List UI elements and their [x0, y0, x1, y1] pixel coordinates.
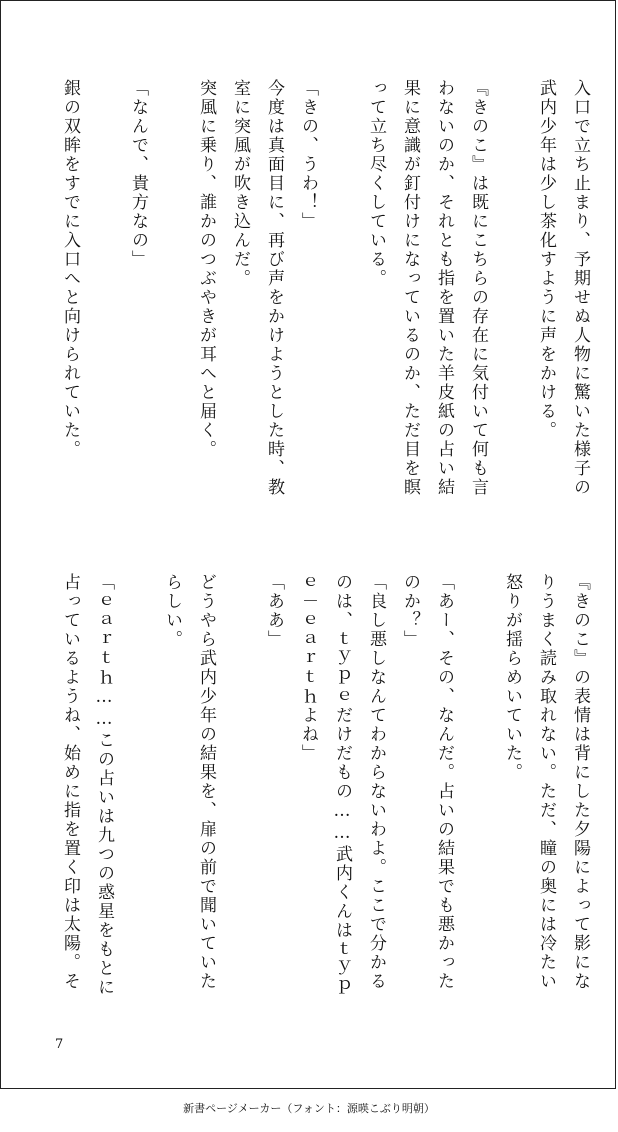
footer-caption: 新書ページメーカー（フォント：源暎こぶり明朝）: [183, 1102, 435, 1115]
text-column: 「ｅａｒｔｈ……この占いは九つの惑星をもとに: [94, 573, 114, 997]
text-column: 「きの、うわ！」: [298, 79, 318, 231]
text-column: りうまく読み取れない。ただ、瞳の奥には冷たい: [536, 573, 556, 991]
text-block-bottom: [37, 573, 597, 1003]
text-column: 武内少年は少し茶化すように声をかける。: [536, 79, 556, 440]
text-column: 果に意識が釘付けになっているのか、ただ目を瞑: [400, 79, 420, 497]
text-column: 突風に乗り、誰かのつぶやきが耳へと届く。: [196, 79, 216, 459]
text-column: 「良し悪しなんてわからないわよ。ここで分かる: [366, 573, 386, 991]
text-column: ｅ－ｅａｒｔｈよね」: [298, 573, 318, 763]
text-column: らしい。: [162, 573, 182, 649]
text-column: わないのか、それとも指を置いた羊皮紙の占い結: [434, 79, 454, 497]
text-column: 「あー、その、なんだ。占いの結果でも悪かった: [434, 573, 454, 991]
text-column: 「ああ」: [264, 573, 284, 649]
text-block-top: [37, 79, 597, 509]
text-column: 占っているようね、始めに指を置く印は太陽。そ: [60, 573, 80, 991]
text-column: 今度は真面目に、再び声をかけようとした時、教: [264, 79, 284, 497]
page-number: 7: [55, 1037, 64, 1052]
text-column: 室に突風が吹き込んだ。: [230, 79, 250, 288]
text-column: って立ち尽くしている。: [366, 79, 386, 288]
text-column: のか？」: [400, 573, 420, 649]
text-column: 「なんで、貴方なの」: [128, 79, 148, 269]
text-column: 銀の双眸をすでに入口へと向けられていた。: [60, 79, 80, 459]
text-column: のは、ｔｙｐｅだけだもの……武内くんはｔｙｐ: [332, 573, 352, 997]
text-column: 怒りが揺らめいていた。: [502, 573, 522, 782]
text-column: どうやら武内少年の結果を、扉の前で聞いていた: [196, 573, 216, 991]
text-column: 『きのこ』の表情は背にした夕陽によって影にな: [570, 573, 590, 991]
text-column: 『きのこ』は既にこちらの存在に気付いて何も言: [468, 79, 488, 497]
text-column: 入口で立ち止まり、予期せぬ人物に驚いた様子の: [570, 79, 590, 497]
